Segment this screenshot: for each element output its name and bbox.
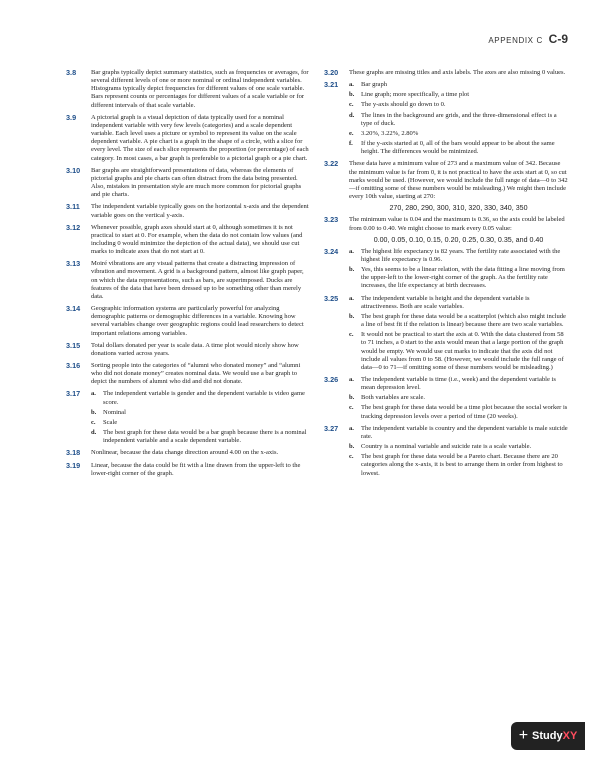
part-text: Yes, this seems to be a linear relation, with the data fitting a line moving from the upper-left to the lower-right corner of the graph. As the fertility rate increases, the life expectancy at birth decreases. bbox=[361, 266, 565, 290]
answer-number: 3.22 bbox=[324, 159, 339, 169]
answer-number: 3.24 bbox=[324, 246, 339, 256]
answer-text: Bar graphs are straightforward presentations of data, whereas the elements of pictorial graphs and pie charts can often distract from the data being presented. Also, mistakes in presentation style are much more common for pictorial graphs and pie charts. bbox=[91, 166, 302, 199]
answer-number: 3.10 bbox=[66, 165, 81, 175]
answer-part bbox=[349, 425, 568, 441]
answer-text: These graphs are missing titles and axis labels. The axes are also missing 0 values. bbox=[349, 69, 566, 76]
part-letter: c. bbox=[349, 453, 354, 461]
answer-entry bbox=[66, 224, 310, 257]
answer-part bbox=[91, 409, 310, 417]
brand-name-accent: XY bbox=[562, 730, 578, 742]
answer-entry bbox=[66, 462, 310, 478]
answer-entry bbox=[66, 260, 310, 301]
answer-part bbox=[349, 295, 568, 311]
part-letter: c. bbox=[349, 404, 354, 412]
answer-number: 3.19 bbox=[66, 460, 81, 470]
part-text: The best graph for these data would be a scatterplot (which also might include a line of best fit if the relation is linear) because there are two scale variables. bbox=[361, 312, 566, 329]
answer-number: 3.26 bbox=[324, 375, 339, 384]
part-letter: a. bbox=[349, 247, 354, 255]
value-sequence: 0.00, 0.05, 0.10, 0.15, 0.20, 0.25, 0.30, 0.35, and 0.40 bbox=[373, 235, 544, 244]
answer-entry bbox=[66, 449, 310, 457]
answer-text: A pictorial graph is a visual depiction of data typically used for a nominal independent variable with very few levels (categories) and a scale dependent variable. Each level uses a picture or symbol to represent its value on the scale dependent variable. A pie chart is a graph in the shape of a circle, with a slice for every level. The size of each slice represents the proportion (or percentage) of each category. In most cases, a bar graph is preferable to a pictorial graph or a pie chart. bbox=[91, 113, 309, 162]
part-text: The lines in the background are grids, and the three-dimensional effect is a type of duck. bbox=[361, 111, 557, 127]
part-letter: a. bbox=[349, 294, 354, 302]
answer-number: 3.11 bbox=[66, 202, 80, 212]
answer-text: Bar graphs typically depict summary statistics, such as frequencies or averages, for several different levels of one or more nominal or ordinal independent variables. Histograms typically depict frequencies for different values of one scale variable. Bars represent counts or percentages for different values of a scale variable or for different intervals of that scale variable. bbox=[91, 69, 309, 109]
part-letter: a. bbox=[349, 376, 354, 383]
answer-number: 3.8 bbox=[66, 68, 77, 77]
answer-part bbox=[349, 453, 568, 477]
answer-number: 3.18 bbox=[66, 448, 81, 458]
answer-part bbox=[349, 443, 568, 451]
part-letter: a. bbox=[349, 424, 354, 432]
answer-entry bbox=[66, 390, 310, 445]
answer-part bbox=[349, 130, 568, 138]
answer-entry bbox=[324, 376, 568, 421]
value-sequence: 270, 280, 290, 300, 310, 320, 330, 340, 350 bbox=[389, 204, 528, 213]
answer-text: Nonlinear, because the data change direction around 4.00 on the x-axis. bbox=[91, 449, 279, 457]
answer-part bbox=[349, 140, 568, 156]
part-text: The highest life expectancy is 82 years. The fertility rate associated with the highest life expectancy is 0.96. bbox=[361, 247, 561, 263]
left-column bbox=[66, 69, 310, 482]
answer-part bbox=[349, 112, 568, 128]
part-letter: d. bbox=[91, 429, 97, 437]
answer-text: Sorting people into the categories of “alumni who donated money” and “alumni who did not donate money” creates nominal data. We would use a bar graph to depict the numbers of alumni who did and did not donate. bbox=[91, 362, 301, 386]
answer-part bbox=[91, 429, 310, 445]
part-letter: b. bbox=[349, 443, 355, 451]
answer-number: 3.23 bbox=[324, 215, 339, 225]
answer-entry bbox=[66, 114, 310, 163]
part-text: Scale bbox=[103, 418, 118, 426]
part-text: Both variables are scale. bbox=[361, 394, 425, 402]
right-column bbox=[324, 69, 568, 482]
answer-part bbox=[349, 404, 568, 420]
answer-part bbox=[91, 419, 310, 427]
part-letter: b. bbox=[349, 394, 355, 402]
part-letter: e. bbox=[349, 129, 354, 137]
part-text: 3.20%, 3.22%, 2.80% bbox=[361, 129, 419, 137]
answer-part bbox=[349, 394, 568, 402]
part-letter: b. bbox=[349, 312, 355, 320]
answer-number: 3.25 bbox=[324, 293, 339, 303]
answer-part bbox=[349, 91, 568, 99]
answer-text: Geographic information systems are particularly powerful for analyzing demographic patterns or demographic differences in a variable. Knowing how several variables change over geographic regions could lead researchers to detect important relations among variables. bbox=[91, 305, 304, 337]
answer-part bbox=[349, 266, 568, 290]
answer-number: 3.17 bbox=[66, 389, 81, 399]
answer-text: Moiré vibrations are any visual patterns that create a distracting impression of vibration and movement. A grid is a background pattern, almost like graph paper, on which the data representations, such as bars, are superimposed. Ducks are features of the data that have been dressed up to be something other than merely data. bbox=[91, 260, 304, 300]
answer-text: Total dollars donated per year is scale data. A time plot would nicely show how donations varied across years. bbox=[91, 341, 299, 357]
answer-text: These data have a minimum value of 273 and a maximum value of 342. Because the minimum value is far from 0, it is not practical to have the axis start at 0, so cut marks would be used. (However, we would include the full range of data—0 to 342—if omitting some of these numbers would be misleading.) We might then include every 10th value, starting at 270: bbox=[349, 160, 568, 201]
part-text: The independent variable is gender and the dependent variable is video game score. bbox=[103, 390, 305, 406]
part-text: The independent variable is time (i.e., week) and the dependent variable is mean depression level. bbox=[361, 376, 556, 392]
answer-number: 3.14 bbox=[66, 304, 81, 314]
part-letter: b. bbox=[91, 408, 97, 416]
part-text: The best graph for these data would be a time plot because the social worker is tracking depression levels over a period of time (20 weeks). bbox=[361, 404, 568, 420]
answer-part bbox=[349, 331, 568, 372]
part-text: It would not be practical to start the axis at 0. With the data clustered from 58 to 71 inches, a 0 start to the axis would mean that a large portion of the graph would be empty. We would use cut marks to indicate that the axis did not include all values from 0 to 58. (However, we would include the full range of data—0 to 71—if omitting some of these numbers would be misleading.) bbox=[361, 331, 564, 371]
part-letter: c. bbox=[349, 331, 354, 339]
answer-number: 3.13 bbox=[66, 259, 81, 269]
answer-entry bbox=[324, 295, 568, 372]
part-text: The independent variable is country and the dependent variable is male suicide rate. bbox=[361, 424, 568, 440]
answer-number: 3.9 bbox=[66, 112, 77, 122]
answer-entry bbox=[66, 305, 310, 338]
answer-entry bbox=[324, 69, 568, 77]
part-letter: c. bbox=[91, 418, 96, 426]
part-letter: a. bbox=[91, 390, 96, 398]
answer-text: Whenever possible, graph axes should start at 0, although sometimes it is not practical to start at 0. For example, when the data do not contain low values (and including 0 would minimize the depiction of the actual data), we should use cut marks to indicate axes that do not start at 0. bbox=[91, 223, 303, 256]
answer-entry bbox=[324, 248, 568, 291]
page-number: C-9 bbox=[548, 32, 568, 46]
studyxy-badge[interactable] bbox=[511, 722, 585, 750]
answer-entry bbox=[324, 425, 568, 478]
part-letter: a. bbox=[349, 81, 354, 89]
answer-entry bbox=[324, 216, 568, 243]
part-text: Nominal bbox=[103, 408, 126, 416]
part-letter: d. bbox=[349, 111, 355, 119]
part-text: The best graph for these data would be a bar graph because there is a nominal independent variable and a scale dependent variable. bbox=[103, 429, 307, 445]
answer-entry bbox=[324, 81, 568, 156]
part-text: If the y-axis started at 0, all of the bars would appear to be about the same height. The differences would be minimized. bbox=[361, 140, 555, 156]
answer-entry bbox=[66, 342, 310, 358]
answer-number: 3.16 bbox=[66, 361, 81, 370]
answer-number: 3.27 bbox=[324, 423, 339, 433]
answer-entry bbox=[324, 160, 568, 212]
part-text: The best graph for these data would be a Pareto chart. Because there are 20 categories along the x-axis, it is best to arrange them in order from highest to lowest. bbox=[361, 453, 563, 477]
answer-number: 3.12 bbox=[66, 222, 81, 232]
part-letter: b. bbox=[349, 91, 355, 99]
answer-entry bbox=[66, 69, 310, 110]
answer-text: The minimum value is 0.04 and the maximum is 0.36, so the axis could be labeled from 0.00 to 0.40. We might choose to mark every 0.05 value: bbox=[349, 216, 565, 232]
answer-entry bbox=[66, 203, 310, 219]
answer-entry bbox=[66, 167, 310, 200]
answer-text: The independent variable typically goes on the horizontal x-axis and the dependent variable goes on the vertical y-axis. bbox=[91, 203, 309, 219]
page-header bbox=[488, 32, 568, 46]
answer-part bbox=[349, 81, 568, 89]
answer-number: 3.21 bbox=[324, 80, 339, 90]
part-letter: c. bbox=[349, 101, 354, 109]
appendix-label: APPENDIX C bbox=[488, 36, 543, 45]
answer-part bbox=[349, 248, 568, 264]
answer-part bbox=[349, 313, 568, 329]
answer-part bbox=[349, 101, 568, 109]
answer-part bbox=[91, 390, 310, 406]
answer-text: Linear, because the data could be fit with a line drawn from the upper-left to the lower-right corner of the graph. bbox=[91, 461, 301, 477]
part-letter: b. bbox=[349, 266, 355, 274]
part-text: The independent variable is height and the dependent variable is attractiveness. Both are scale variables. bbox=[361, 294, 530, 310]
answer-part bbox=[349, 376, 568, 392]
part-letter: f. bbox=[349, 140, 353, 148]
part-text: Bar graph bbox=[361, 81, 387, 89]
part-text: Line graph; more specifically, a time plot bbox=[361, 91, 470, 99]
answer-entry bbox=[66, 362, 310, 386]
brand-name-main: Study bbox=[532, 730, 563, 742]
part-text: The y-axis should go down to 0. bbox=[361, 101, 446, 109]
plus-icon: + bbox=[518, 727, 529, 744]
answer-number: 3.20 bbox=[324, 68, 339, 77]
part-text: Country is a nominal variable and suicide rate is a scale variable. bbox=[361, 443, 532, 451]
answer-number: 3.15 bbox=[66, 340, 81, 350]
